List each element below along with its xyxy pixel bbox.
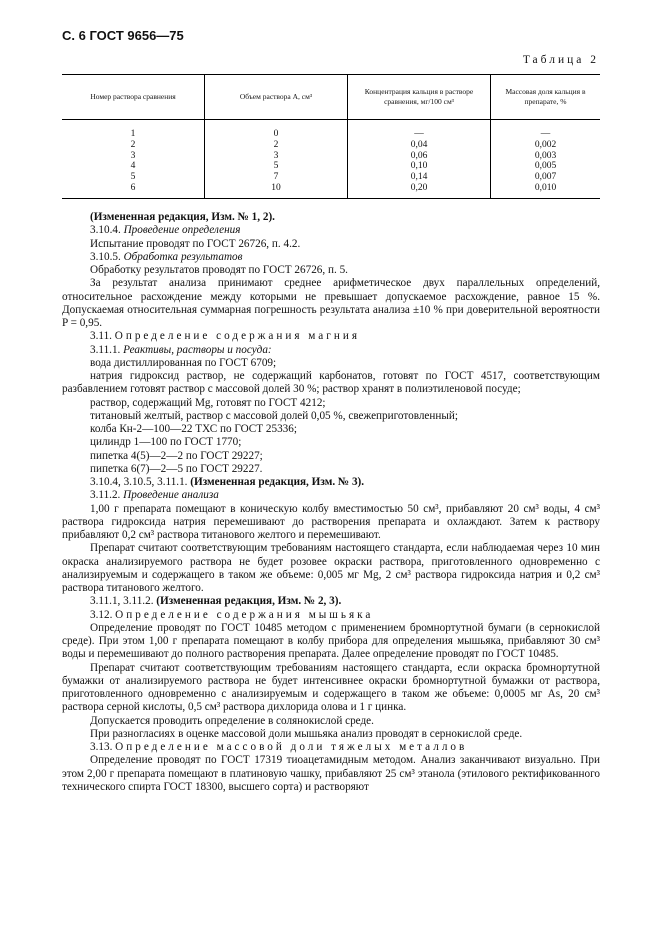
table-cell: — xyxy=(348,120,491,140)
table-cell: 10 xyxy=(205,183,348,198)
amendment-note: 3.10.4, 3.10.5, 3.11.1. (Измененная редакция, Изм. № 3). xyxy=(90,476,365,488)
table-cell: 7 xyxy=(205,172,348,183)
data-table xyxy=(62,74,600,199)
table-cell: 1 xyxy=(130,129,136,139)
list-item: пипетка 6(7)—2—5 по ГОСТ 29227. xyxy=(90,462,263,475)
section-heading: 3.13. Определение массовой доли тяжелых металлов xyxy=(90,741,468,753)
list-item: вода дистиллированная по ГОСТ 6709; xyxy=(90,356,277,369)
table-header-row xyxy=(62,75,600,120)
paragraph: При разногласиях в оценке массовой доли мышьяка анализ проводят в сернокислой среде. xyxy=(90,727,523,740)
section-heading: 3.10.4. Проведение определения xyxy=(90,224,241,237)
paragraph: Определение проводят по ГОСТ 10485 методом с применением бромнортутной бумаги (в сернокислой среде). При этом 1,00 г препарата помещают в колбу прибора для определения мышьяка, прибавляют 30 см³ воды и перемешивают до полного растворения препарата. Далее определение проводят по ГОСТ 10485. xyxy=(62,621,600,661)
table-row xyxy=(62,172,600,183)
paragraph: Допускается проводить определение в солянокислой среде. xyxy=(90,714,374,727)
table-cell: 0,010 xyxy=(491,183,601,198)
paragraph: Обработку результатов проводят по ГОСТ 26726, п. 5. xyxy=(90,264,348,276)
table-cell: 0,003 xyxy=(491,151,601,162)
paragraph: Препарат считают соответствующим требованиям настоящего стандарта, если наблюдаемая через 10 мин окраска анализируемого раствора не будет розовее окраски раствора, приготовленного одновременно с анализируемым и содержащего в таком же объеме: 0,005 мг Mg, 2 см³ раствора гидроксида натрия и 0,2 см³ раствора титанового желтого. xyxy=(62,542,600,594)
table-cell: 3 xyxy=(205,151,348,162)
col-header-mass-fraction: Массовая доля кальция в препарате, % xyxy=(491,75,601,120)
section-heading: 3.10.5. Обработка результатов xyxy=(90,250,243,263)
table-cell: 2 xyxy=(130,139,136,150)
section-heading: 3.12. Определение содержания мышьяка xyxy=(90,608,374,621)
paragraph: Определение проводят по ГОСТ 17319 тиоацетамидным методом. Анализ заканчивают визуально. При этом 2,00 г препарата помещают в платиновую чашку, прибавляют 25 см³ этанола (этилового ректификованного технического спирта ГОСТ 18300, высшего сорта) и растворяют xyxy=(62,754,600,793)
paragraph: Испытание проводят по ГОСТ 26726, п. 4.2. xyxy=(90,237,301,250)
table-cell: 0,14 xyxy=(348,172,491,183)
page-header: С. 6 ГОСТ 9656—75 xyxy=(62,28,184,43)
paragraph: Препарат считают соответствующим требованиям настоящего стандарта, если окраска бромнортутной бумажки от анализируемого раствора не будет интенсивнее окраски бромнортутной бумажки от раствора, приготовленного одновременно с анализируемым и содержащего в таком же объеме: 0,0005 мг As, 20 см³ раствора серной кислоты, 0,5 см³ раствора дихлорида олова и 1 г цинка. xyxy=(62,661,600,714)
table-cell: — xyxy=(491,120,601,140)
table-cell: 0,06 xyxy=(348,151,491,162)
section-heading: 3.11. Определение содержания магния xyxy=(90,330,360,343)
col-header-volume: Объем раствора А, см³ xyxy=(205,75,348,120)
table-cell: 5 xyxy=(130,172,136,183)
list-item: колба Кн-2—100—22 ТХС по ГОСТ 25336; xyxy=(90,423,297,435)
amendment-note: 3.11.1, 3.11.2. (Измененная редакция, Изм. № 2, 3). xyxy=(90,595,342,608)
list-item: титановый желтый, раствор с массовой долей 0,05 %, свежеприготовленный; xyxy=(90,409,458,422)
table-cell: 2 xyxy=(205,140,348,151)
table-row xyxy=(62,161,600,172)
table-row xyxy=(62,140,600,151)
table-cell: 6 xyxy=(62,183,205,198)
table-cell: 0 xyxy=(205,120,348,140)
section-heading: 3.11.1. Реактивы, растворы и посуда: xyxy=(90,343,272,356)
col-header-concentration: Концентрация кальция в растворе сравнения, мг/100 см³ xyxy=(348,75,491,120)
list-item: цилиндр 1—100 по ГОСТ 1770; xyxy=(90,436,242,449)
table-cell: 0,005 xyxy=(491,161,601,172)
paragraph: 1,00 г препарата помещают в коническую колбу вместимостью 50 см³, прибавляют 20 см³ воды, 4 см³ раствора гидроксида натрия перемешивают до растворения препарата и охлаждают. Затем к раствору прибавляют 0,2 см³ раствора титанового желтого и перемешивают. xyxy=(62,502,600,541)
table-row xyxy=(62,120,600,140)
table-caption: Таблица 2 xyxy=(522,54,599,66)
table-row xyxy=(62,151,600,162)
paragraph: За результат анализа принимают среднее арифметическое двух параллельных определений, относительное расхождение между которыми не превышает допускаемое расхождение, равное 15 %. Допускаемая относительная суммарная погрешность результата анализа ±10 % при доверительной вероятности P = 0,95. xyxy=(62,277,600,329)
table-cell: 0,10 xyxy=(348,161,491,172)
table-row xyxy=(62,183,600,198)
col-header-solution-number: Номер раствора сравнения xyxy=(62,75,205,120)
table-cell: 0,20 xyxy=(348,183,491,198)
table-cell: 0,007 xyxy=(491,172,601,183)
table-cell: 0,002 xyxy=(491,140,601,151)
section-heading: 3.11.2. Проведение анализа xyxy=(90,489,219,502)
table-cell: 4 xyxy=(130,161,136,172)
table-cell: 3 xyxy=(130,150,136,161)
list-item: пипетка 4(5)—2—2 по ГОСТ 29227; xyxy=(90,449,263,462)
amendment-note: (Измененная редакция, Изм. № 1, 2). xyxy=(90,211,275,223)
table-cell: 5 xyxy=(205,161,348,172)
list-item: натрия гидроксид раствор, не содержащий карбонатов, готовят по ГОСТ 4517, соответствующим разбавлением готовят раствор с массовой долей 30 %; раствор хранят в полиэтиленовой посуде; xyxy=(62,370,600,396)
list-item: раствор, содержащий Mg, готовят по ГОСТ 4212; xyxy=(90,396,326,409)
table-cell: 0,04 xyxy=(348,140,491,151)
document-body xyxy=(62,211,600,794)
